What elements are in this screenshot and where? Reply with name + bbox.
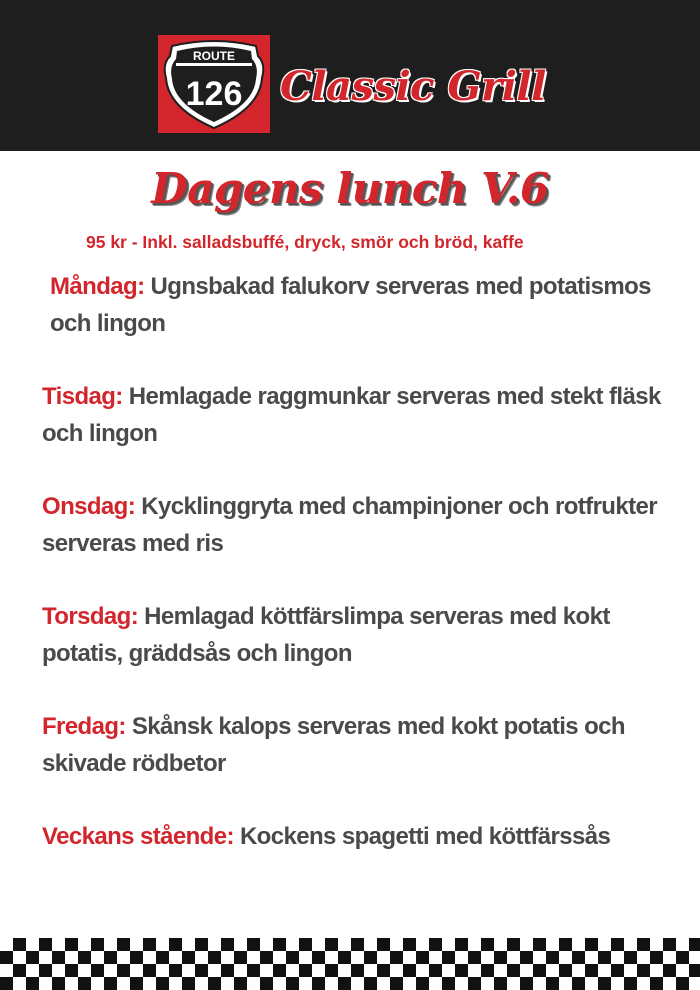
menu-dish-text: Kockens spagetti med köttfärssås — [239, 823, 611, 850]
menu-dish-text: Ugnsbakad falukorv serveras med potatismos och lingon — [50, 273, 651, 337]
header-bar — [0, 0, 700, 151]
menu-dish-text: Hemlagade raggmunkar serveras med stekt fläsk och lingon — [42, 383, 661, 447]
route-126-logo — [158, 35, 270, 133]
checkered-border — [0, 938, 700, 990]
menu-day-label: Fredag: — [42, 713, 126, 740]
menu-day-label: Veckans stående: — [42, 823, 234, 850]
route-shield-icon — [162, 38, 266, 130]
menu-item-friday — [42, 708, 682, 782]
price-line: 95 kr - Inkl. salladsbuffé, dryck, smör och bröd, kaffe — [86, 232, 524, 252]
shield-number-text: 126 — [185, 75, 243, 113]
shield-top-text: ROUTE — [193, 49, 235, 63]
page-title: Dagens lunch V.6 — [151, 164, 549, 213]
menu-day-label: Måndag: — [50, 273, 145, 300]
menu-dish-text: Skånsk kalops serveras med kokt potatis och skivade rödbetor — [42, 713, 625, 777]
menu-dish-text: Kycklinggryta med champinjoner och rotfrukter serveras med ris — [42, 493, 657, 557]
menu-item-tuesday — [42, 378, 682, 452]
menu-item-weekly — [42, 818, 682, 855]
menu-day-label: Tisdag: — [42, 383, 123, 410]
menu-day-label: Onsdag: — [42, 493, 136, 520]
brand-name: Classic Grill — [280, 63, 546, 110]
menu-dish-text: Hemlagad köttfärslimpa serveras med kokt potatis, gräddsås och lingon — [42, 603, 610, 667]
menu-day-label: Torsdag: — [42, 603, 139, 630]
menu-item-thursday — [42, 598, 682, 672]
menu-item-wednesday — [42, 488, 682, 562]
menu-item-monday — [50, 268, 690, 342]
